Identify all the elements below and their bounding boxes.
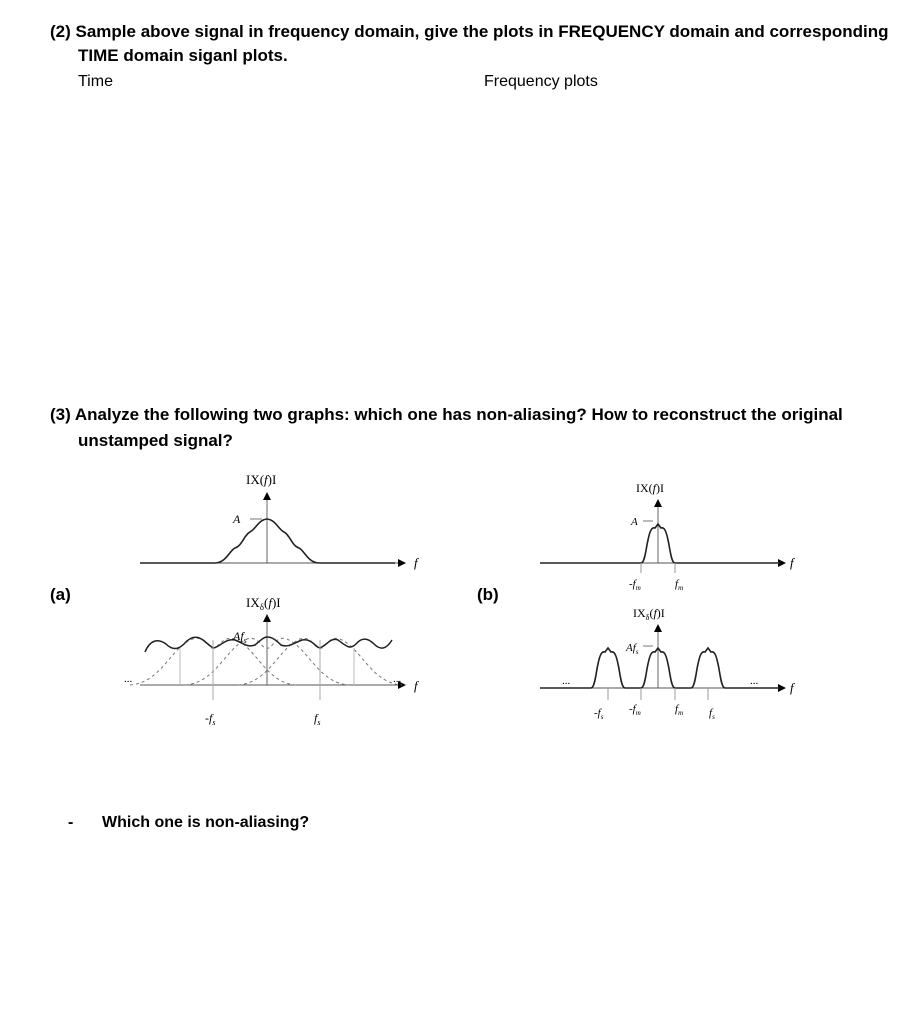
q3-line2: unstamped signal? xyxy=(78,431,233,450)
figure-b-neg-fm-label: $-f_m$ xyxy=(629,578,641,592)
figure-a-top-axis-label: f xyxy=(414,555,418,570)
q2-line1: (2) Sample above signal in frequency domain, give the plots in FREQUENCY domain and corresponding xyxy=(50,22,889,41)
figure-a-bottom-amplitude-label: $Af_s$ xyxy=(233,629,247,645)
figure-a-right-ellipsis: ... xyxy=(393,673,402,685)
figure-b-top-spectrum-curve xyxy=(540,524,780,563)
figure-a-top-amplitude-label: A xyxy=(233,512,241,526)
figure-a-bottom-axis-label: f xyxy=(414,678,418,693)
figure-b-top-plot xyxy=(540,481,796,592)
figure-b-pos-fm-label-bottom: $f_m$ xyxy=(675,703,684,717)
figure-b-bottom-plot xyxy=(540,606,796,721)
figure-b-label: (b) xyxy=(477,585,499,604)
figure-a-left-ellipsis: ... xyxy=(124,673,133,685)
figure-a-bottom-title: $IX_\delta(f)I$ xyxy=(246,595,281,612)
figure-b-neg-fm-label-bottom: $-f_m$ xyxy=(629,703,641,717)
q3-line1: (3) Analyze the following two graphs: which one has non-aliasing? How to reconstruct the original xyxy=(50,405,843,424)
figure-b-neg-fs-label: $-f_s$ xyxy=(594,707,604,721)
figure-a-neg-fs-label: $-f_s$ xyxy=(205,711,216,727)
figure-a-label: (a) xyxy=(50,585,71,604)
figure-b-sampled-spectrum-curve xyxy=(540,648,780,688)
q2-frequency-label: Frequency plots xyxy=(484,73,598,90)
figure-b-pos-fs-label: $f_s$ xyxy=(709,707,715,721)
figure-b-bottom-title: $IX_\delta(f)I$ xyxy=(633,606,665,622)
figure-a-top-title: IX(f)I xyxy=(246,472,277,487)
figure-b-right-ellipsis: ... xyxy=(750,675,759,687)
q2-time-label: Time xyxy=(78,73,113,90)
figure-a-pos-fs-label: $f_s$ xyxy=(314,711,321,727)
bullet-dash: - xyxy=(68,814,74,831)
figure-b-top-amplitude-label: A xyxy=(631,516,638,528)
q2-line2: TIME domain siganl plots. xyxy=(78,46,288,65)
figure-b-bottom-amplitude-label: $Af_s$ xyxy=(626,642,639,656)
figure-b-pos-fm-label: $f_m$ xyxy=(675,578,684,592)
figure-b-bottom-axis-label: f xyxy=(790,680,794,695)
figure-b-top-axis-label: f xyxy=(790,555,794,570)
non-aliasing-question: Which one is non-aliasing? xyxy=(102,814,310,831)
figure-b-left-ellipsis: ... xyxy=(562,675,571,687)
figure-b-top-title: IX(f)I xyxy=(636,481,665,495)
